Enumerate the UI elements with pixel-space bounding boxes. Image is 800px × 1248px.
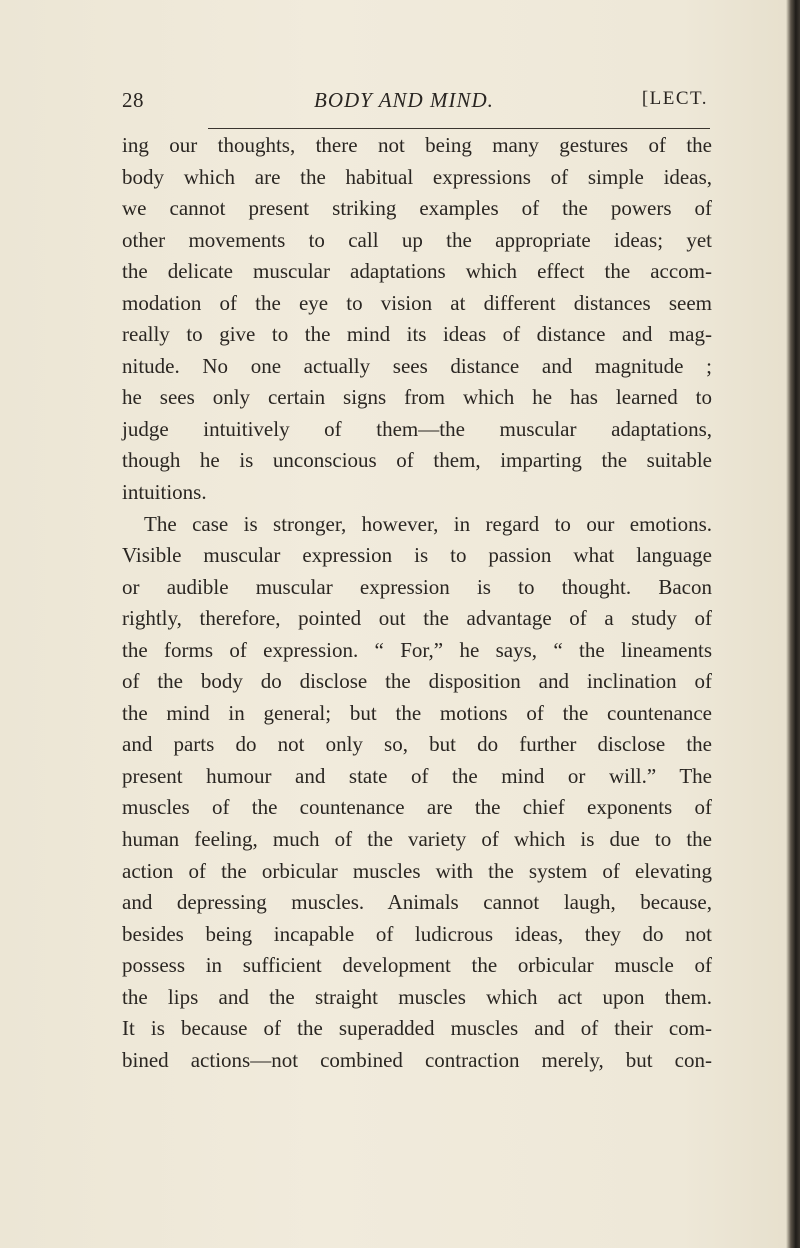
text-line: judge intuitively of them—the muscular adaptations, [122,416,712,441]
text-line: modation of the eye to vision at different distances seem [122,290,712,315]
text-line: bined actions—not combined contraction merely, but con- [122,1047,712,1072]
text-line: really to give to the mind its ideas of distance and mag- [122,322,712,347]
text-line: or audible muscular expression is to thought. Bacon [122,574,712,599]
text-line: the forms of expression. “ For,” he says, “ the lineaments [122,637,712,662]
text-line: the mind in general; but the motions of the countenance [122,700,712,725]
text-line: the delicate muscular adaptations which effect the accom- [122,259,712,284]
text-line: Visible muscular expression is to passion what language [122,543,712,568]
text-line: intuitions. [122,480,207,505]
header-rule [208,128,710,129]
running-head [122,88,714,114]
text-line: The case is stronger, however, in regard to our emotions. [144,511,712,536]
text-line: besides being incapable of ludicrous ideas, they do not [122,921,712,946]
text-line: though he is unconscious of them, imparting the suitable [122,448,712,473]
text-line: ing our thoughts, there not being many gestures of the [122,133,712,157]
text-line: and parts do not only so, but do further disclose the [122,732,712,757]
text-line: nitude. No one actually sees distance and magnitude ; [122,353,712,378]
running-title: BODY AND MIND. [314,88,494,112]
text-line: muscles of the countenance are the chief exponents of [122,795,712,820]
text-line: other movements to call up the appropriate ideas; yet [122,227,712,252]
text-line: body which are the habitual expressions of simple ideas, [122,164,712,189]
page-edge-shadow [786,0,800,1248]
text-line: present humour and state of the mind or will.” The [122,763,712,788]
body-text [122,130,712,1076]
text-line: rightly, therefore, pointed out the advantage of a study of [122,606,712,631]
text-line: action of the orbicular muscles with the system of elevating [122,858,712,883]
lecture-mark: [LECT. [641,88,708,109]
text-line: he sees only certain signs from which he has learned to [122,385,712,410]
text-line: It is because of the superadded muscles and of their com- [122,1016,712,1041]
text-line: possess in sufficient development the orbicular muscle of [122,953,712,978]
text-line: of the body do disclose the disposition and inclination of [122,669,712,694]
page-number: 28 [122,88,144,112]
text-line: the lips and the straight muscles which act upon them. [122,984,712,1009]
text-line: and depressing muscles. Animals cannot laugh, because, [122,890,712,915]
text-line: human feeling, much of the variety of which is due to the [122,827,712,852]
text-line: we cannot present striking examples of the powers of [122,196,712,221]
